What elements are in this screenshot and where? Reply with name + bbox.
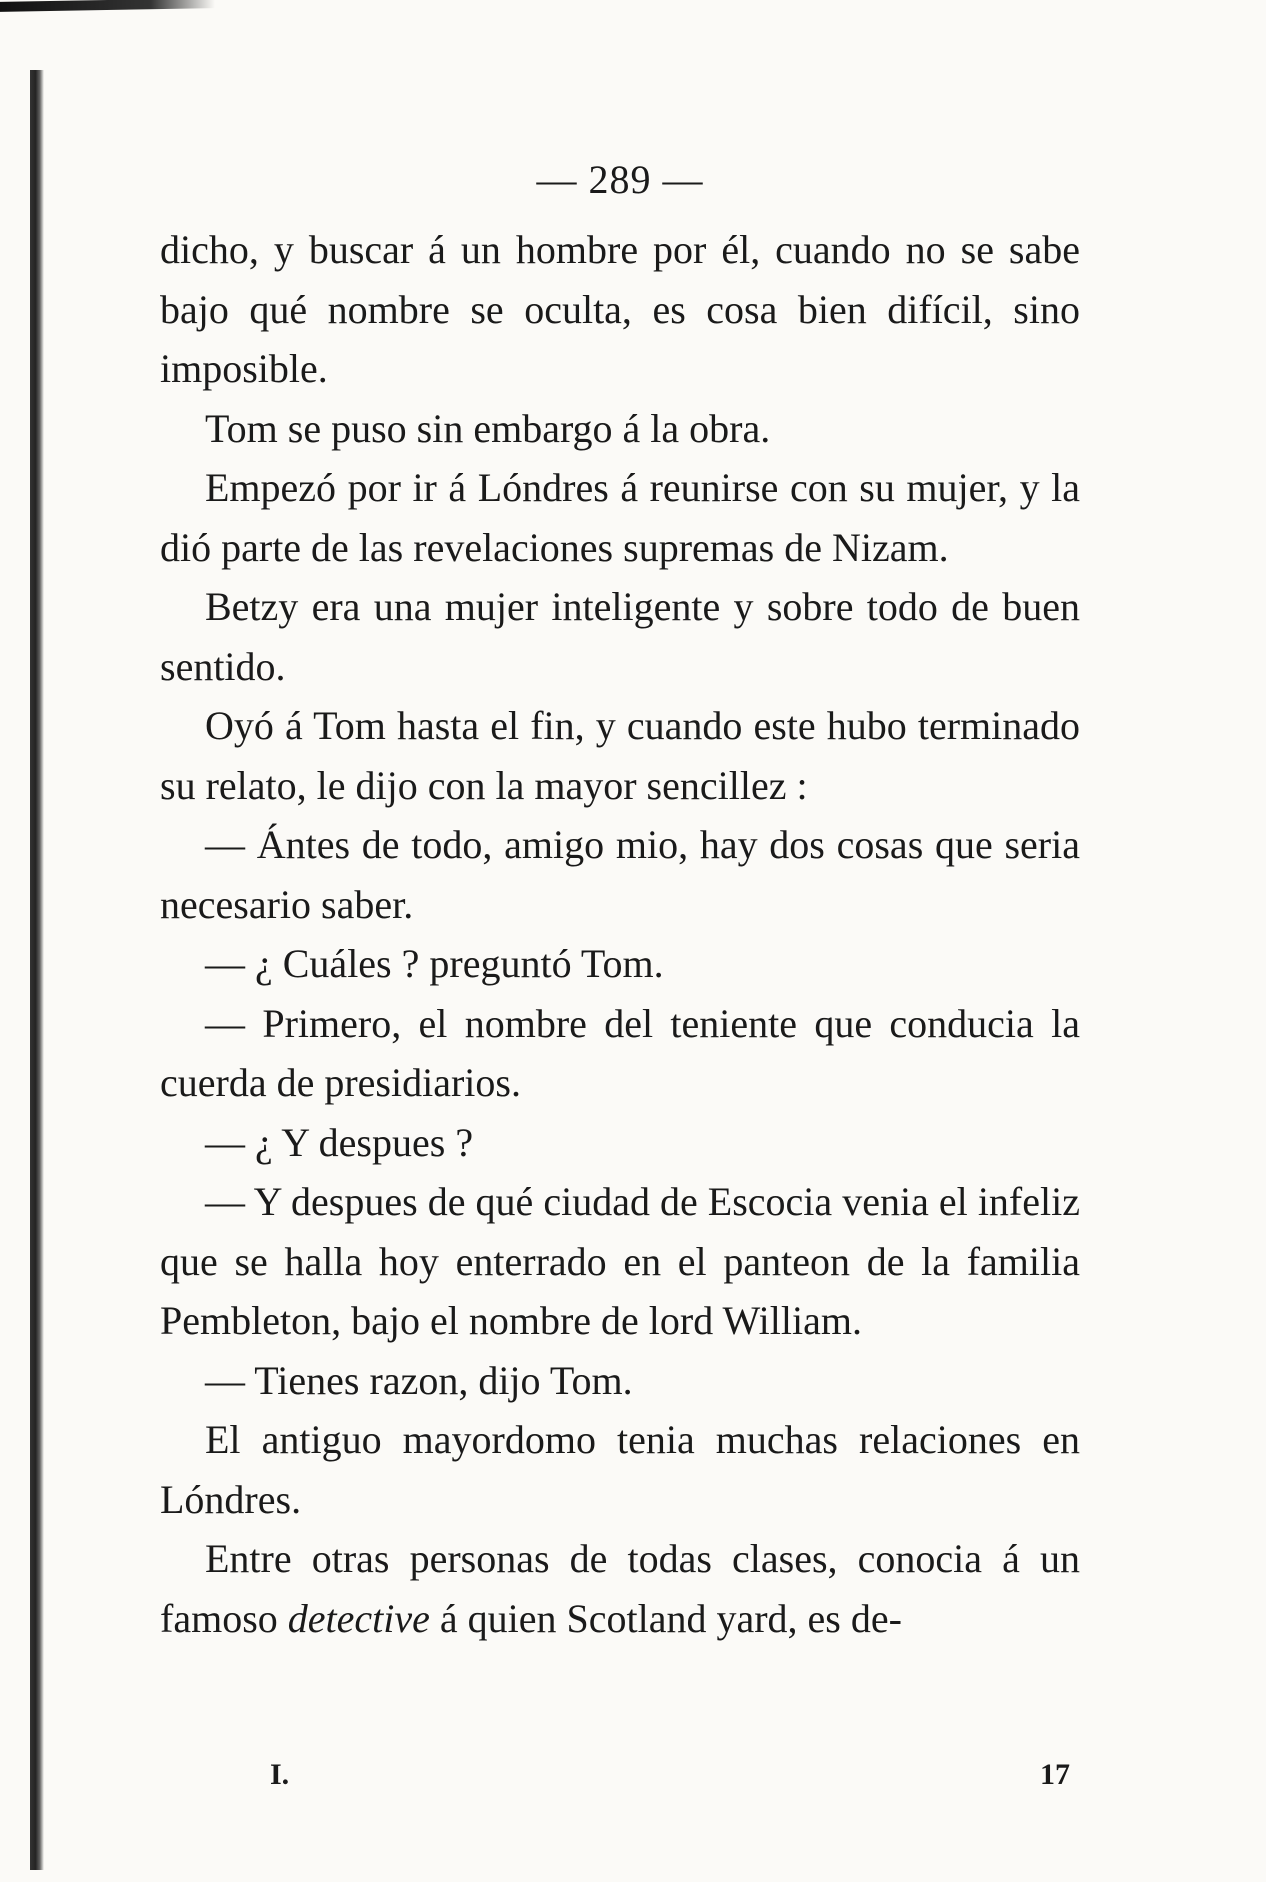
paragraph: Empezó por ir á Lóndres á reunirse con su mujer, y la dió parte de las revelaciones supremas de Nizam. [160,465,1080,570]
dialogue-paragraph: — ¿ Cuáles ? preguntó Tom. [205,941,664,986]
scan-artifact-top [0,0,215,12]
paragraph: dicho, y buscar á un hombre por él, cuando no se sabe bajo qué nombre se oculta, es cosa bien difícil, sino imposible. [160,227,1080,391]
paragraph: Betzy era una mujer inteligente y sobre todo de buen sentido. [160,584,1080,689]
page-number-header: — 289 — [536,157,704,202]
paragraph: Tom se puso sin embargo á la obra. [205,405,771,451]
paragraph-last-text-after: á quien Scotland yard, es de- [429,1595,902,1641]
dialogue-paragraph: — Y despues de qué ciudad de Escocia venia el infeliz que se halla hoy enterrado en el panteon de la familia Pembleton, bajo el nombre de lord William. [160,1179,1080,1343]
dialogue-paragraph: — Tienes razon, dijo Tom. [205,1357,633,1403]
paragraph-last [160,1529,1080,1648]
dialogue-paragraph: — Primero, el nombre del teniente que conducia la cuerda de presidiarios. [160,1000,1080,1105]
dialogue-paragraph: — ¿ Y despues ? [205,1119,474,1165]
page-footer [160,1740,1080,1800]
sheet-number: 17 [1040,1758,1070,1791]
paragraph-last-text-before: Entre otras personas de todas clases, conocia á un famoso [160,1536,1080,1641]
paragraph: El antiguo mayordomo tenia muchas relaciones en Lóndres. [160,1417,1080,1522]
text-block [160,150,1080,1800]
binding-edge [30,70,44,1870]
paragraph: Oyó á Tom hasta el fin, y cuando este hubo terminado su relato, le dijo con la mayor sencillez : [160,703,1080,808]
signature-mark: I. [270,1758,290,1791]
italic-term: detective [287,1595,430,1641]
dialogue-paragraph: — Ántes de todo, amigo mio, hay dos cosas que seria necesario saber. [160,822,1080,927]
